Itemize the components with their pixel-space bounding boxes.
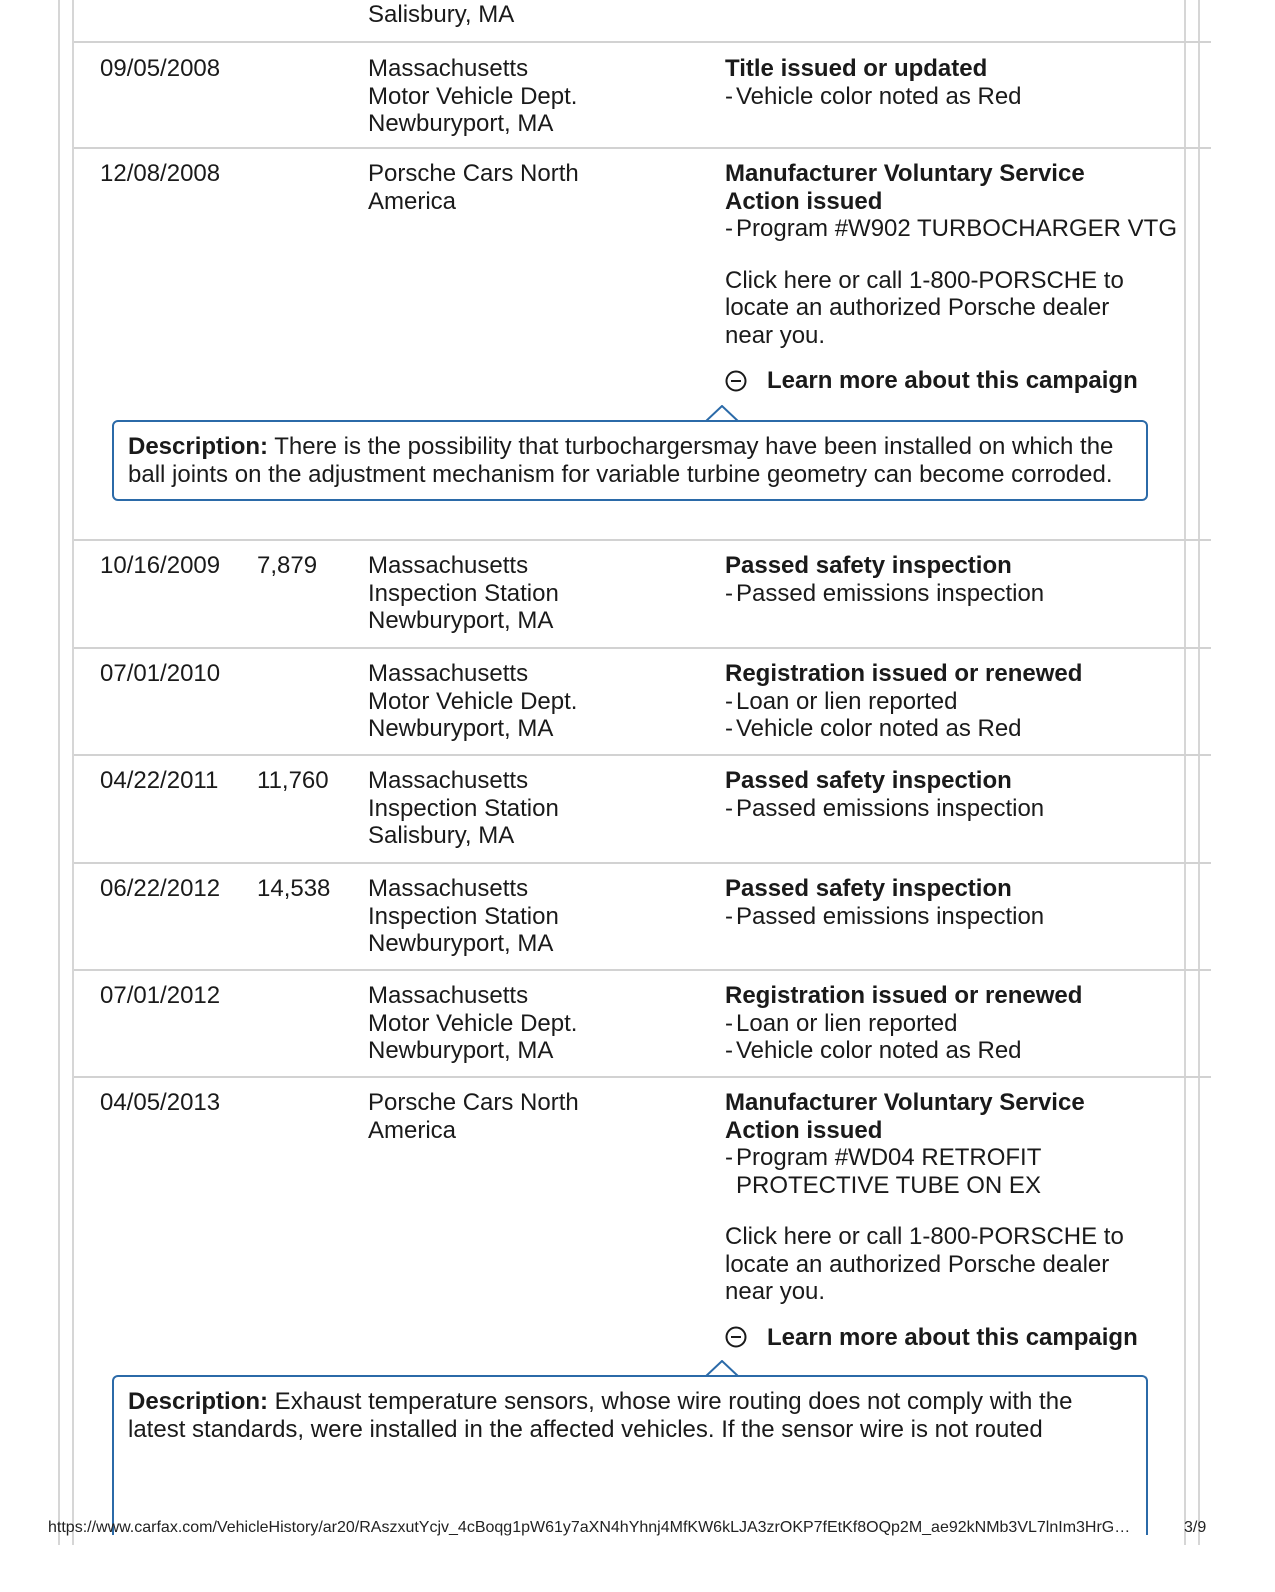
record-source: Massachusetts Motor Vehicle Dept. Newburyport, MA [368,660,578,742]
history-row [74,0,1211,43]
record-title: Passed safety inspection [725,875,1012,902]
history-row [74,1078,1211,1518]
record-date: 04/22/2011 [100,767,219,794]
history-row [74,756,1211,864]
history-row [74,864,1211,971]
record-title: Registration issued or renewed [725,982,1083,1009]
record-title: Manufacturer Voluntary Service Action issued [725,160,1085,215]
collapse-circle-icon [725,370,747,392]
record-date: 04/05/2013 [100,1089,221,1116]
campaign-description [112,1375,1148,1535]
record-source: Porsche Cars North America [368,160,579,215]
description-text: Exhaust temperature sensors, whose wire routing does not comply with the latest standards, were installed in the affected vehicles. If the sensor wire is not routed [128,1388,1073,1443]
record-bullet: - Loan or lien reported [725,1009,958,1037]
record-odometer: 11,760 [257,767,329,794]
record-source: Porsche Cars North America [368,1089,579,1144]
record-title: Title issued or updated [725,55,988,82]
collapse-circle-icon [725,1326,747,1348]
record-date: 09/05/2008 [100,55,221,82]
history-row [74,541,1211,649]
record-source: Salisbury, MA [368,1,515,28]
learn-more-toggle[interactable] [725,1324,1185,1352]
history-row [74,971,1211,1078]
record-details [725,875,1185,930]
dealer-link[interactable]: Click here or call 1-800-PORSCHE to locate an authorized Porsche dealer near you. [725,1223,1124,1305]
learn-more-label: Learn more about this campaign [767,1323,1138,1351]
learn-more-label: Learn more about this campaign [767,367,1138,394]
learn-more-toggle[interactable] [725,367,1185,395]
record-bullet: - Vehicle color noted as Red [725,715,1022,742]
record-source: Massachusetts Inspection Station Salisbury, MA [368,767,559,849]
vehicle-history-table [74,0,1211,1518]
record-source: Massachusetts Inspection Station Newburyport, MA [368,552,559,634]
record-date: 12/08/2008 [100,160,221,187]
description-label: Description: [128,433,269,460]
description-text: There is the possibility that turbochargersmay have been installed on which the ball joints on the adjustment mechanism for variable turbine geometry can become corroded. [128,433,1114,488]
record-date: 07/01/2010 [100,660,221,687]
footer-url: https://www.carfax.com/VehicleHistory/ar20/RAszxutYcjv_4cBoqg1pW61y7aXN4hYhnj4MfKW6kLJA3zrOKP7fEtKf8OQp2M_ae92kNMb3VL7lnIm3HrG… [48,1519,1131,1536]
record-bullet: - Passed emissions inspection [725,902,1045,930]
record-bullet: - Loan or lien reported [725,687,958,715]
record-details [725,160,1185,395]
record-bullet: - Vehicle color noted as Red [725,1037,1022,1064]
record-source: Massachusetts Inspection Station Newburyport, MA [368,875,559,957]
record-odometer: 14,538 [257,875,331,902]
page-frame-left-outer [58,0,60,1545]
dealer-link[interactable]: Click here or call 1-800-PORSCHE to locate an authorized Porsche dealer near you. [725,266,1124,349]
record-bullet: - Passed emissions inspection [725,794,1045,822]
record-title: Registration issued or renewed [725,660,1083,687]
record-source: Massachusetts Motor Vehicle Dept. Newburyport, MA [368,982,578,1064]
history-row [74,649,1211,756]
record-details [725,660,1185,743]
record-bullet: - Program #WD04 RETROFIT PROTECTIVE TUBE ON EX [725,1144,1041,1199]
record-bullet: - Program #W902 TURBOCHARGER VTG [725,215,1177,242]
campaign-description [112,420,1148,501]
record-date: 10/16/2009 [100,552,221,579]
record-title: Passed safety inspection [725,552,1012,579]
record-bullet: - Vehicle color noted as Red [725,82,1022,110]
record-details [725,552,1185,607]
record-date: 06/22/2012 [100,875,221,902]
record-source: Massachusetts Motor Vehicle Dept. Newburyport, MA [368,55,578,137]
history-row [74,149,1211,541]
record-title: Passed safety inspection [725,767,1012,794]
footer-page-number: 3/9 [1184,1519,1207,1536]
description-label: Description: [128,1388,269,1415]
record-details [725,767,1185,822]
record-bullet: - Passed emissions inspection [725,579,1045,607]
record-details [725,55,1185,110]
record-details [725,982,1185,1065]
record-title: Manufacturer Voluntary Service Action issued [725,1089,1085,1144]
record-details [725,1089,1185,1351]
history-row [74,43,1211,149]
record-date: 07/01/2012 [100,982,221,1009]
record-odometer: 7,879 [257,552,318,579]
